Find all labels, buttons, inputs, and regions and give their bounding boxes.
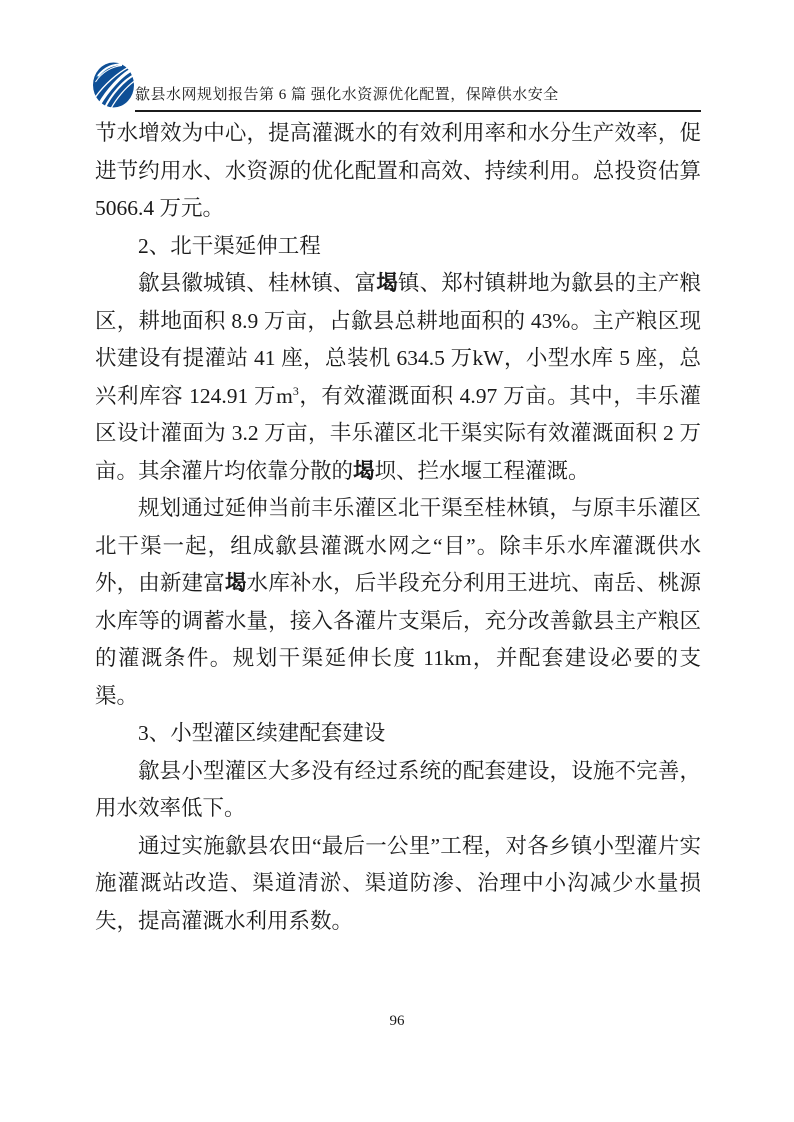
- superscript-unit: 3: [292, 383, 299, 398]
- text-run: 水库补水，后半段充分利用王进坑、南岳、桃源水库等的调蓄水量，接入各灌片支渠后，充分改善歙县主产粮区的灌溉条件。规划干渠延伸长度 11km，并配套建设必要的支渠。: [95, 571, 701, 708]
- text-run: 歙县小型灌区大多没有经过系统的配套建设，设施不完善，用水效率低下。: [95, 758, 701, 820]
- document-body: [95, 115, 701, 940]
- paragraph: [95, 490, 701, 715]
- text-run: 节水增效为中心，提高灌溉水的有效利用率和水分生产效率，促进节约用水、水资源的优化配置和高效、持续利用。总投资估算 5066.4 万元。: [95, 121, 701, 220]
- section-heading: [95, 715, 701, 753]
- page-header: [135, 83, 701, 112]
- paragraph: [95, 828, 701, 941]
- text-run: 镇、郑村镇耕地为歙县的主产粮区，耕地面积 8.9 万亩，占歙县总耕地面积的 43%。主产粮区现状建设有提灌站 41 座，总装机 634.5 万kW，小型水库 5 座，总兴利库容 124.91 万m: [95, 271, 701, 408]
- text-run: 3、小型灌区续建配套建设: [138, 721, 386, 745]
- text-run: 2、北干渠延伸工程: [138, 233, 321, 258]
- substituted-glyph: 堨: [224, 571, 247, 596]
- text-run: 通过实施歙县农田“最后一公里”工程，对各乡镇小型灌片实施灌溉站改造、渠道清淤、渠道防渗、治理中小沟减少水量损失，提高灌溉水利用系数。: [95, 833, 701, 933]
- agency-logo-icon: [92, 61, 135, 109]
- paragraph: [95, 115, 701, 228]
- paragraph: [95, 753, 701, 828]
- header-title: 歙县水网规划报告第 6 篇 强化水资源优化配置，保障供水安全: [135, 87, 559, 103]
- text-run: 规划通过延伸当前丰乐灌区北干渠至桂林镇，与原丰乐灌区北干渠一起，组成歙县灌溉水网之“目”。除丰乐水库灌溉供水外，由新建富: [95, 496, 701, 595]
- page-number: 96: [389, 1013, 405, 1029]
- substituted-glyph: 堨: [353, 458, 375, 484]
- substituted-glyph: 堨: [376, 271, 398, 296]
- page-footer: [0, 1013, 794, 1030]
- text-run: 坝、拦水堰工程灌溉。: [374, 458, 590, 483]
- section-heading: [95, 228, 701, 266]
- paragraph: [95, 265, 701, 490]
- text-run: ，有效灌溉面积 4.97 万亩。其中，丰乐灌区设计灌面为 3.2 万亩，丰乐灌区北干渠实际有效灌溉面积 2 万亩。其余灌片均依靠分散的: [95, 383, 701, 483]
- text-run: 歙县徽城镇、桂林镇、富: [138, 271, 377, 295]
